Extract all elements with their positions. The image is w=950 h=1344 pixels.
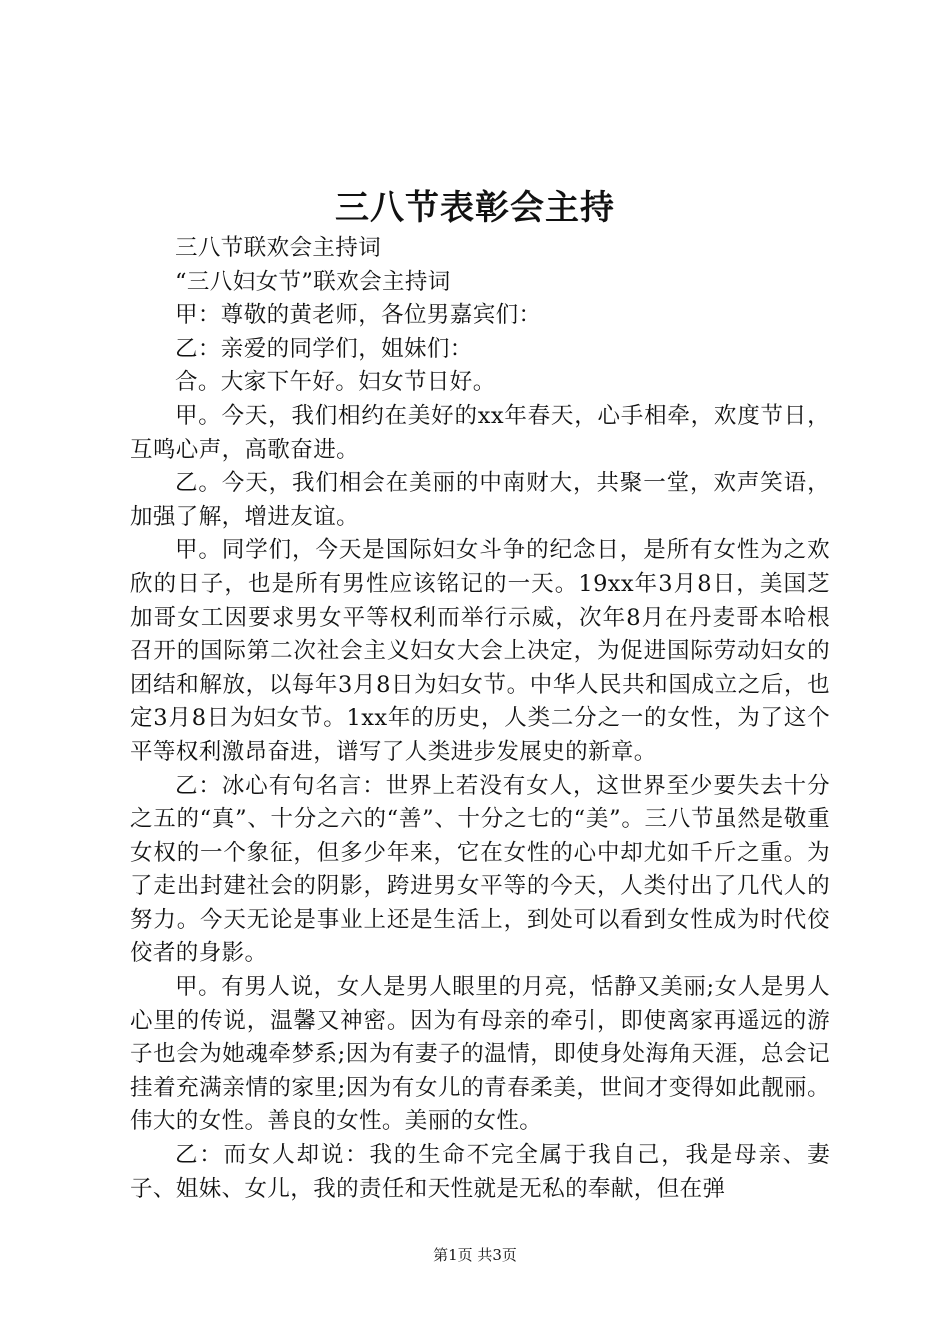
paragraph: 乙：亲爱的同学们，姐妹们：	[175, 335, 473, 362]
paragraph: 三八节联欢会主持词	[175, 235, 382, 261]
paragraph: 甲：尊敬的黄老师，各位男嘉宾们：	[175, 302, 542, 329]
paragraph: 甲。同学们，今天是国际妇女斗争的纪念日，是所有女性为之欢欣的日子，也是所有男性应该铭记的一天。19xx年3月8日，美国芝加哥女工因要求男女平等权利而举行示威，次年8月在丹麦哥本哈根召开的国际第二次社会主义妇女大会上决定，为促进国际劳动妇女的团结和解放，以每年3月8日为妇女节。中华人民共和国成立之后，也定3月8日为妇女节。1xx年的历史，人类二分之一的女性，为了这个平等权利激昂奋进，谱写了人类进步发展史的新章。	[130, 537, 830, 765]
document-body	[130, 232, 830, 1206]
document-title: 三八节表彰会主持	[335, 188, 615, 228]
paragraph: 乙：而女人却说：我的生命不完全属于我自己，我是母亲、妻子、姐妹、女儿，我的责任和天性就是无私的奉献，但在弹	[130, 1142, 830, 1202]
paragraph: 乙：冰心有句名言：世界上若没有女人，这世界至少要失去十分之五的“真”、十分之六的“善”、十分之七的“美”。三八节虽然是敬重女权的一个象征，但多少年来，它在女性的心中却尤如千斤之重。为了走出封建社会的阴影，跨进男女平等的今天，人类付出了几代人的努力。今天无论是事业上还是生活上，到处可以看到女性成为时代佼佼者的身影。	[130, 772, 830, 967]
paragraph: 合。大家下午好。妇女节日好。	[175, 369, 496, 396]
paragraph: 乙。今天，我们相会在美丽的中南财大，共聚一堂，欢声笑语，加强了解，增进友谊。	[130, 470, 830, 530]
paragraph: “三八妇女节”联欢会主持词	[175, 268, 451, 295]
page-footer: 第1页 共3页	[433, 1246, 517, 1264]
paragraph: 甲。有男人说，女人是男人眼里的月亮，恬静又美丽;女人是男人心里的传说，温馨又神密。因为有母亲的牵引，即使离家再遥远的游子也会为她魂牵梦系;因为有妻子的温情，即使身处海角天涯，总会记挂着充满亲情的家里;因为有女儿的青春柔美，世间才变得如此靓丽。伟大的女性。善良的女性。美丽的女性。	[130, 974, 830, 1135]
paragraph: 甲。今天，我们相约在美好的xx年春天，心手相牵，欢度节日，互鸣心声，高歌奋进。	[130, 402, 830, 463]
